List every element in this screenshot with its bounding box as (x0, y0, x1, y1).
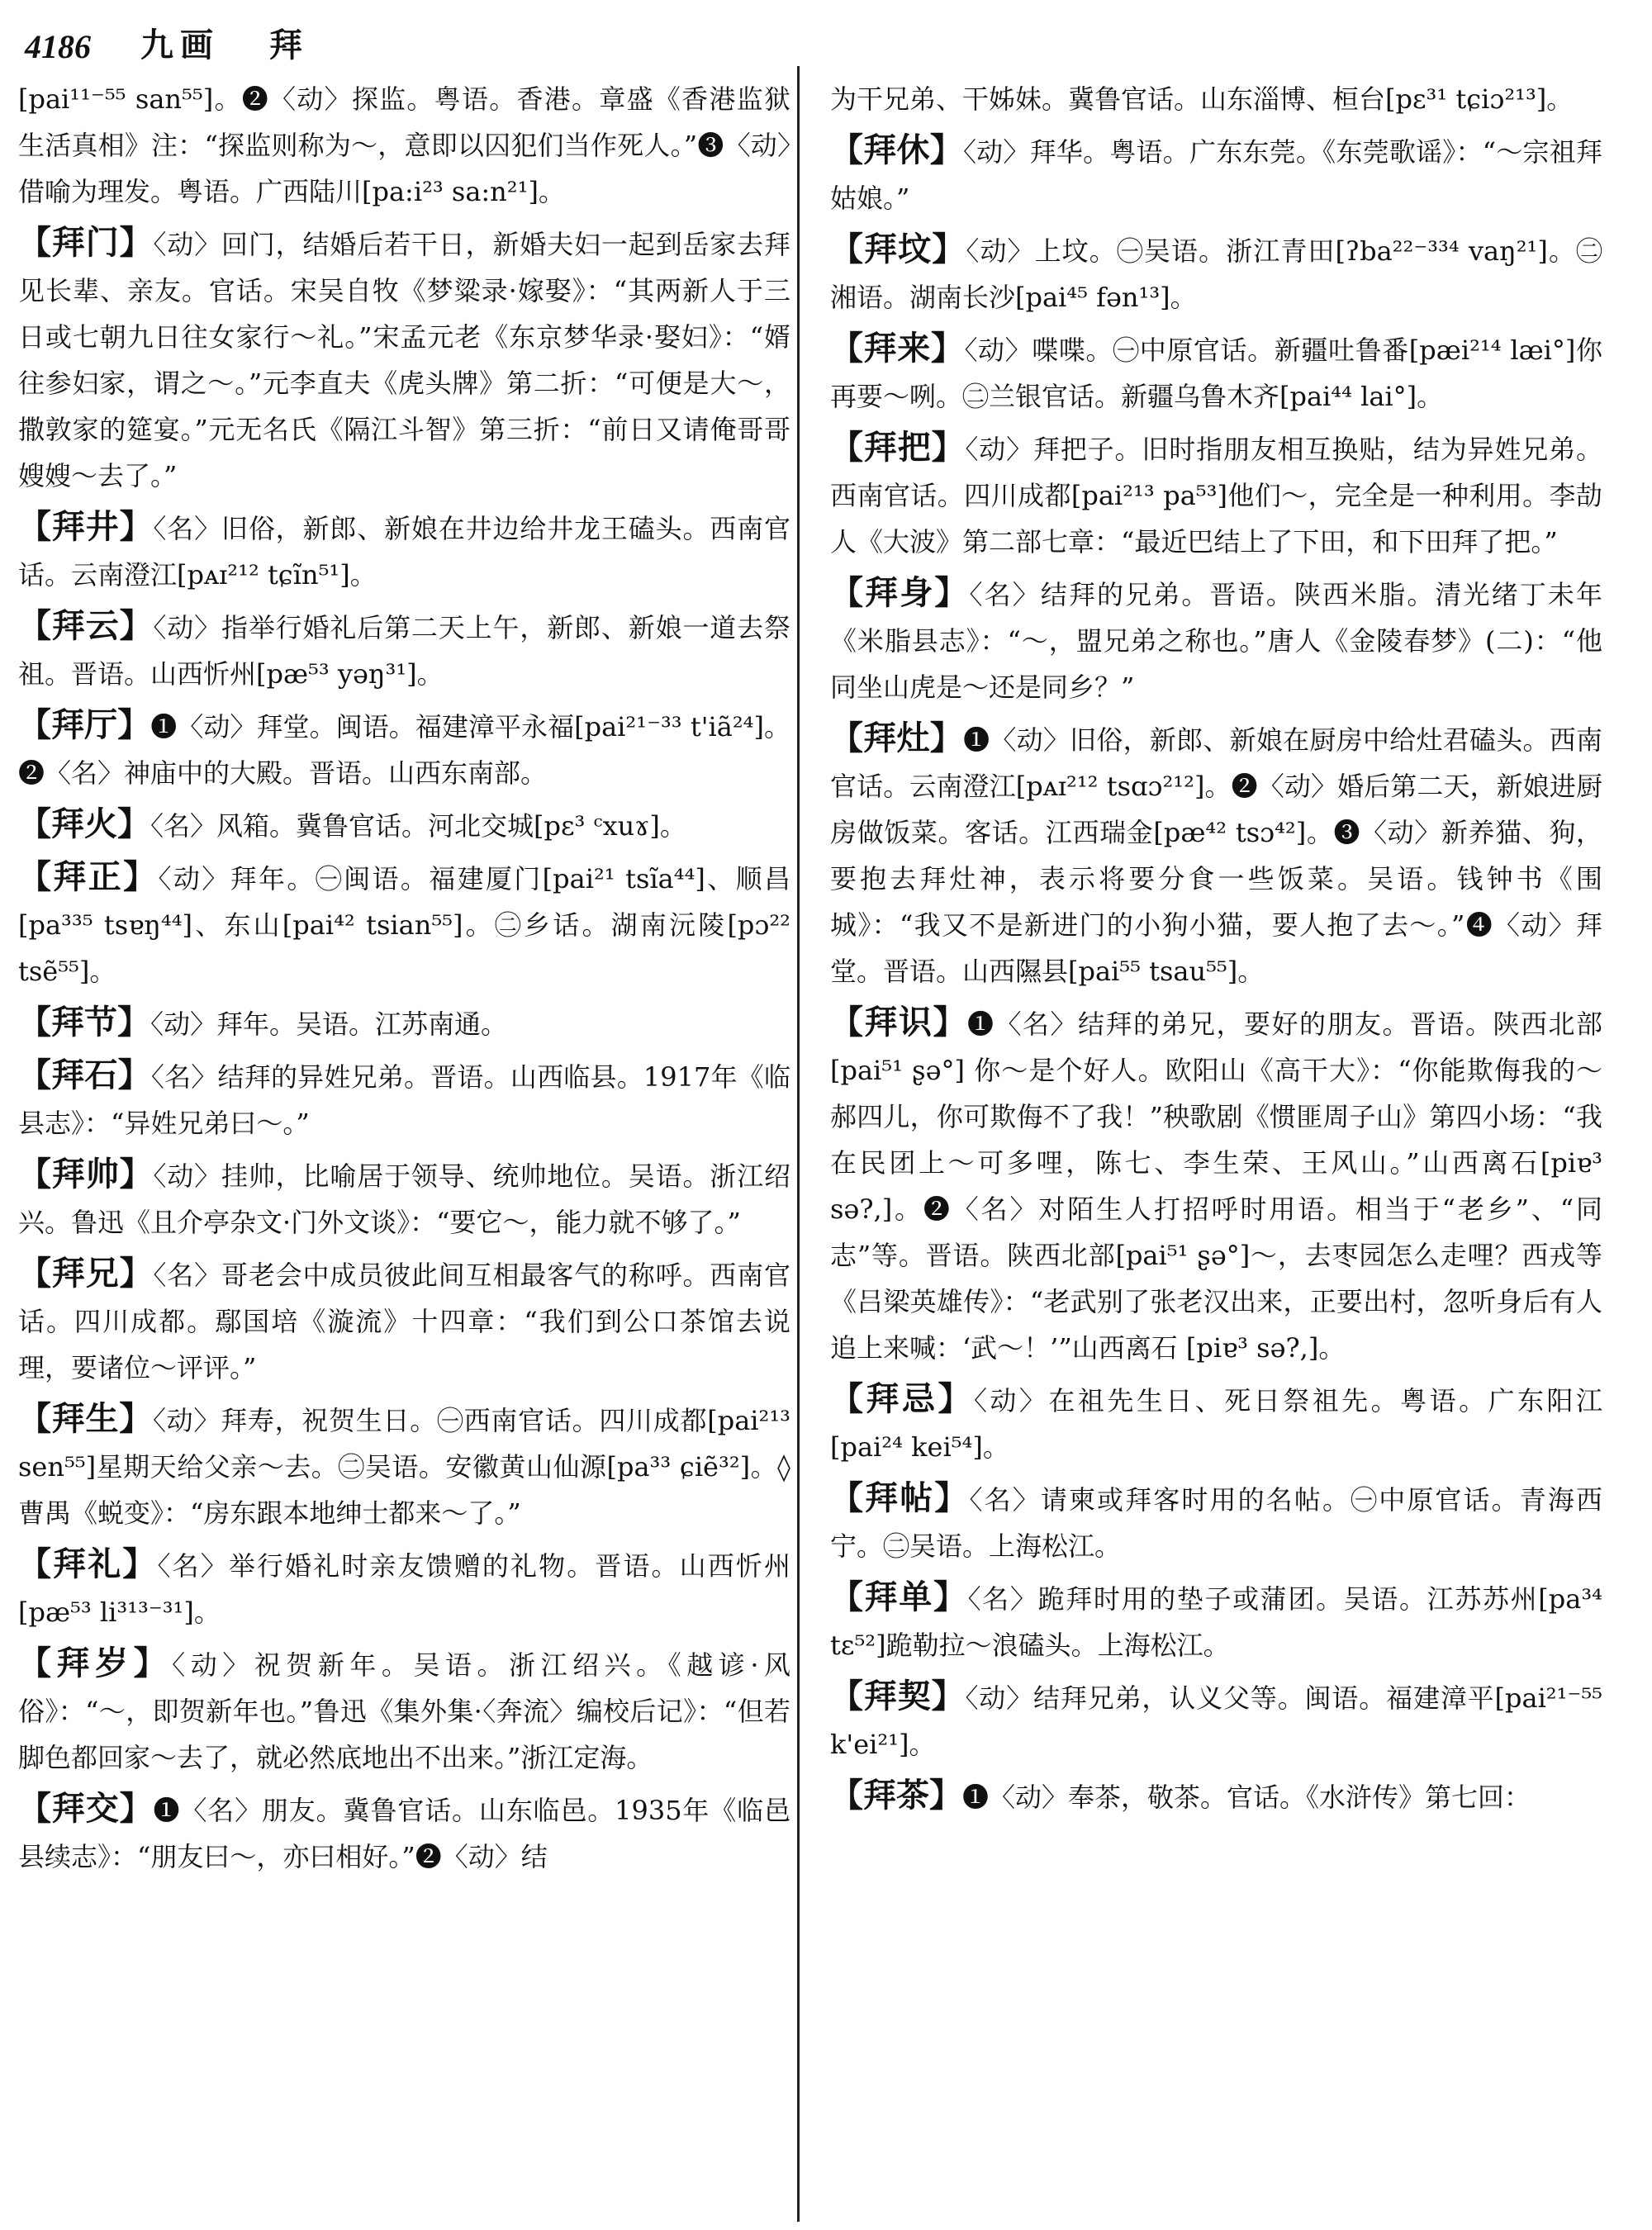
entry-body: 〈动〉喋喋。㊀中原官话。新疆吐鲁番[pæi²¹⁴ læi°]你再要～咧。㊁兰银官话。新疆乌鲁木齐[pai⁴⁴ lai°]。 (830, 334, 1602, 412)
entry-body: ❶〈动〉拜堂。闽语。福建漳平永福[pai²¹⁻³³ t'iã²⁴]。❷〈名〉神庙中的大殿。晋语。山西东南部。 (18, 711, 790, 789)
entry-body: 〈名〉跪拜时用的垫子或蒲团。吴语。江苏苏州[pa³⁴ tɛ⁵²]跪勒拉～浪磕头。上海松江。 (830, 1583, 1602, 1661)
entry-body: 〈动〉拜把子。旧时指朋友相互换贴，结为异姓兄弟。西南官话。四川成都[pai²¹³ pa⁵³]他们～，完全是一种利用。李劼人《大波》第二部七章：“最近巴结上了下田，和下田拜了把。” (830, 434, 1602, 558)
entry (18, 220, 790, 499)
entry-body: 〈动〉结拜兄弟，认义父等。闽语。福建漳平[pai²¹⁻⁵⁵ k'ei²¹]。 (830, 1682, 1602, 1760)
entry-body: 〈动〉回门，结婚后若干日，新婚夫妇一起到岳家去拜见长辈、亲友。官话。宋吴自牧《梦粱录·嫁娶》：“其两新人于三日或七朝九日往女家行～礼。”宋孟元老《东京梦华录·娶妇》：“婿往参妇家，谓之～。”元李直夫《虎头牌》第二折：“可便是大～，撒敦家的筵宴。”元无名氏《隔江斗智》第三折：“前日又请俺哥哥嫂嫂～去了。” (18, 229, 790, 491)
left-column (18, 76, 790, 2223)
entry (18, 504, 790, 598)
entry-headword: 【拜兄】 (18, 1254, 154, 1293)
entry (18, 1396, 790, 1536)
entry-headword: 【拜石】 (18, 1056, 151, 1094)
entry (830, 1772, 1602, 1820)
entry-body: ❶〈名〉朋友。冀鲁官话。山东临邑。1935年《临邑县续志》：“朋友曰～，亦曰相好。”❷〈动〉结 (18, 1795, 790, 1872)
entry-headword: 【拜茶】 (830, 1776, 962, 1815)
page-header (25, 15, 1627, 66)
entry (18, 1640, 790, 1781)
entry-headword: 【拜火】 (18, 804, 150, 843)
entry-body: 〈动〉指举行婚礼后第二天上午，新郎、新娘一道去祭祖。晋语。山西忻州[pæ⁵³ yəŋ³¹]。 (18, 612, 790, 690)
entry (18, 1541, 790, 1635)
entry (830, 1673, 1602, 1767)
entry-headword: 【拜岁】 (18, 1644, 173, 1682)
column-divider (797, 66, 800, 2222)
entry-body: 〈动〉上坟。㊀吴语。浙江青田[ʔba²²⁻³³⁴ vaŋ²¹]。㊁湘语。湖南长沙[pai⁴⁵ fən¹³]。 (830, 235, 1602, 313)
entry (18, 1250, 790, 1391)
page-number: 4186 (25, 28, 91, 65)
entry-headword: 【拜休】 (830, 130, 963, 169)
entry-body: 〈名〉举行婚礼时亲友馈赠的礼物。晋语。山西忻州[pæ⁵³ li³¹³⁻³¹]。 (18, 1550, 790, 1628)
entry (18, 1151, 790, 1245)
entry-body: 〈名〉风箱。冀鲁官话。河北交城[pɛ³ ᶜxuɤ]。 (150, 810, 686, 842)
entry (830, 127, 1602, 221)
entry-body: 〈动〉拜华。粤语。广东东莞。《东莞歌谣》：“～宗祖拜姑娘。” (830, 136, 1602, 214)
entry-body: 〈名〉结拜的异姓兄弟。晋语。山西临县。1917年《临县志》：“异姓兄弟曰～。” (18, 1061, 790, 1139)
entry-body: ❶〈动〉旧俗，新郎、新娘在厨房中给灶君磕头。西南官话。云南澄江[pᴀɪ²¹² tsɑɔ²¹²]。❷〈动〉婚后第二天，新娘进厨房做饭菜。客话。江西瑞金[pæ⁴² tsɔ⁴²]。❸〈动〉新养猫、狗，要抱去拜灶神，表示将要分食一些饭菜。吴语。钱钟书《围城》：“我又不是新进门的小狗小猫，要人抱了去～。”❹〈动〉拜堂。晋语。山西隰县[pai⁵⁵ tsau⁵⁵]。 (830, 724, 1602, 987)
entry (830, 1574, 1602, 1668)
entry-headword: 【拜正】 (18, 857, 159, 896)
entry-body: ❶〈动〉奉茶，敬茶。官话。《水浒传》第七回： (962, 1782, 1531, 1813)
entry (18, 1786, 790, 1880)
entry-body: ❶〈名〉结拜的弟兄，要好的朋友。晋语。陕西北部[pai⁵¹ ʂə°] 你～是个好人。欧阳山《高干大》：“你能欺侮我的～郝四儿，你可欺侮不了我！”秧歌剧《惯匪周子山》第四小场：“我在民团上～可多哩，陈七、李生荣、王风山。”山西离石[piɐ³ sə?,]。❷〈名〉对陌生人打招呼时用语。相当于“老乡”、“同志”等。晋语。陕西北部[pai⁵¹ ʂə°]～，去枣园怎么走哩？西戎等《吕梁英雄传》：“老武别了张老汉出来，正要出村，忽听身后有人追上来喊：‘武～！’”山西离石 [piɐ³ sə?,]。 (830, 1008, 1602, 1364)
entry-headword: 【拜厅】 (18, 705, 151, 744)
entry-body: 〈动〉祝贺新年。吴语。浙江绍兴。《越谚·风俗》：“～，即贺新年也。”鲁迅《集外集·〈奔流〉编校后记》：“但若脚色都回家～去了，就必然底地出不出来。”浙江定海。 (18, 1649, 790, 1773)
entry (830, 1376, 1602, 1470)
entry-headword: 【拜识】 (830, 1003, 967, 1041)
entry (830, 999, 1602, 1371)
entry-body: 〈名〉哥老会中成员彼此间互相最客气的称呼。西南官话。四川成都。鄢国培《漩流》十四章：“我们到公口茶馆去说理，要诸位～评评。” (18, 1260, 790, 1383)
entry-headword: 【拜单】 (830, 1578, 968, 1616)
entry (830, 325, 1602, 420)
entry-headword: 【拜来】 (830, 329, 965, 368)
entry-body: 〈动〉挂帅，比喻居于领导、统帅地位。吴语。浙江绍兴。鲁迅《且介亭杂文·门外文谈》：“要它～，能力就不够了。” (18, 1160, 790, 1238)
entry-headword: 【拜生】 (18, 1399, 153, 1438)
entry (18, 999, 790, 1047)
section-title: 九画 (140, 26, 220, 64)
header-character: 拜 (269, 26, 302, 64)
entry-body: 〈名〉结拜的兄弟。晋语。陕西米脂。清光绪丁未年《米脂县志》：“～，盟兄弟之称也。”唐人《金陵春梦》(二)：“他同坐山虎是～还是同乡？” (830, 579, 1602, 703)
entry (830, 570, 1602, 710)
entry-body: 〈动〉在祖先生日、死日祭祖先。粤语。广东阳江[pai²⁴ kei⁵⁴]。 (830, 1385, 1602, 1463)
entry-headword: 【拜帖】 (830, 1478, 970, 1517)
entry-headword: 【拜礼】 (18, 1544, 158, 1583)
entry-headword: 【拜门】 (18, 223, 154, 262)
entry-body: 〈名〉旧俗，新郎、新娘在井边给井龙王磕头。西南官话。云南澄江[pᴀɪ²¹² tɕĩn⁵¹]。 (18, 513, 790, 591)
entry (830, 76, 1602, 122)
entry-headword: 【拜灶】 (830, 719, 964, 757)
entry-headword: 【拜节】 (18, 1003, 150, 1041)
entry-headword: 【拜交】 (18, 1789, 154, 1828)
entry-headword: 【拜坟】 (830, 230, 966, 268)
entry-headword: 【拜井】 (18, 507, 154, 546)
entry-body: [pai¹¹⁻⁵⁵ san⁵⁵]。❷〈动〉探监。粤语。香港。章盛《香港监狱生活真相》注：“探监则称为～，意即以囚犯们当作死人。”❸〈动〉借喻为理发。粤语。广西陆川[pa:i²³ sa:n²¹]。 (18, 83, 790, 207)
entry-body: 为干兄弟、干姊妹。冀鲁官话。山东淄博、桓台[pɛ³¹ tɕiɔ²¹³]。 (830, 83, 1574, 115)
entry (18, 702, 790, 796)
entry (18, 1052, 790, 1146)
entry-headword: 【拜身】 (830, 573, 970, 612)
entry (830, 1475, 1602, 1569)
entry (830, 226, 1602, 320)
right-column (830, 76, 1602, 2223)
entry-headword: 【拜云】 (18, 606, 154, 645)
entry (18, 854, 790, 994)
entry-body: 〈动〉拜年。吴语。江苏南通。 (150, 1008, 508, 1040)
entry-body: 〈动〉拜寿，祝贺生日。㊀西南官话。四川成都[pai²¹³ sen⁵⁵]星期天给父亲～去。㊁吴语。安徽黄山仙源[pa³³ ɕiẽ³²]。◊曹禺《蜕变》：“房东跟本地绅士都来～了。” (18, 1405, 790, 1529)
entry-headword: 【拜把】 (830, 428, 966, 467)
entry-body: 〈名〉请柬或拜客时用的名帖。㊀中原官话。青海西宁。㊁吴语。上海松江。 (830, 1484, 1602, 1562)
entry (830, 715, 1602, 994)
entry (830, 425, 1602, 565)
entry (18, 603, 790, 697)
entry-body: 〈动〉拜年。㊀闽语。福建厦门[pai²¹ tsĩa⁴⁴]、顺昌[pa³³⁵ tsɐŋ⁴⁴]、东山[pai⁴² tsian⁵⁵]。㊁乡话。湖南沅陵[pɔ²² tsẽ⁵⁵]。 (18, 863, 790, 987)
entry (18, 801, 790, 849)
entry-headword: 【拜帅】 (18, 1155, 154, 1193)
entry-headword: 【拜契】 (830, 1677, 966, 1715)
entry (18, 76, 790, 215)
entry-headword: 【拜忌】 (830, 1379, 974, 1418)
